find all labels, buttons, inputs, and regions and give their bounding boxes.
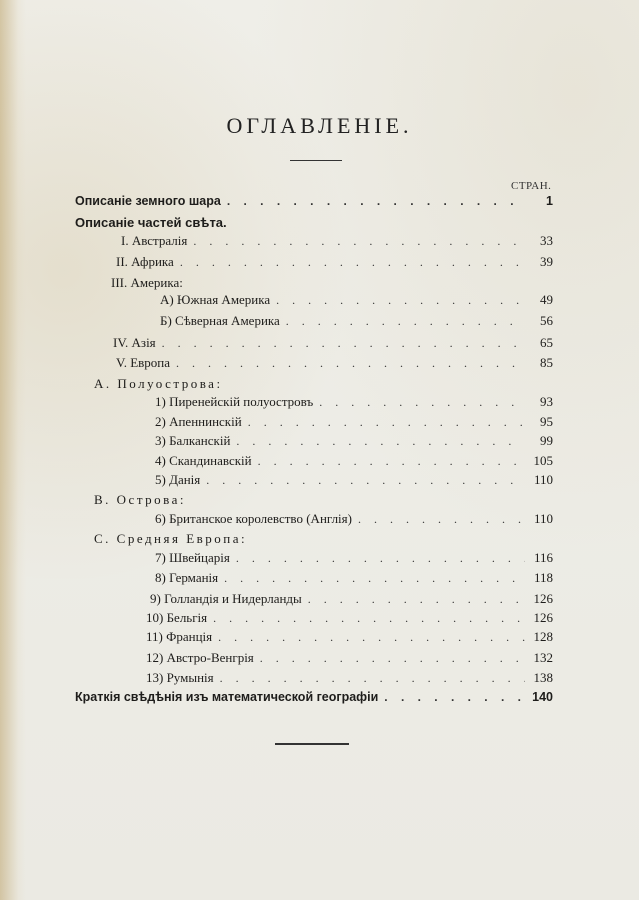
toc-entry-page: 116 [533,550,553,565]
toc-entry [113,335,553,355]
toc-entry [150,591,553,611]
dot-leader [358,512,525,527]
toc-entry [155,511,553,531]
toc-entry-label: 6) Британское королевство (Англiя) [155,511,352,526]
toc-entry-page: 110 [533,511,553,526]
dot-leader [227,194,525,208]
toc-entry-label: V. Европа [116,355,171,370]
dot-leader [176,356,525,371]
toc-entry-label: А) Южная Америка [160,292,271,307]
dot-leader [248,415,525,430]
toc-entry-label: IV. Азiя [113,335,156,350]
toc-entry-label: 3) Балканскiй [155,433,231,448]
toc-entry-page: 85 [540,355,553,370]
toc-entry [116,355,553,375]
toc-entry-page: 65 [540,335,553,350]
toc-entry-page: 110 [533,472,553,487]
dot-leader [162,336,525,351]
dot-leader [236,551,525,566]
dot-leader [224,571,525,586]
dot-leader [260,651,525,666]
dot-leader [213,611,525,626]
toc-entry-page: 128 [533,629,553,644]
toc-entry [155,550,553,570]
toc-heading: A. Полуострова: [94,376,223,391]
closing-rule [275,743,349,745]
toc-entry-label: Б) Сѣверная Америка [160,313,280,328]
toc-entry [146,670,553,690]
dot-leader [236,434,525,449]
dot-leader [286,314,525,329]
toc-entry [160,292,553,312]
toc-entry-label: I. Австралiя [121,233,188,248]
toc-entry [146,629,553,649]
toc-entry [121,233,553,253]
toc-entry [155,394,553,414]
toc-entry [75,690,553,710]
toc-entry-label: Описанiе земного шара [75,194,221,208]
toc-entry-page: 56 [540,313,553,328]
toc-entry-page: 49 [540,292,553,307]
dot-leader [218,630,525,645]
dot-leader [206,473,525,488]
toc-entry [155,453,553,473]
toc-entry-label: 8) Германiя [155,570,219,585]
toc-heading: Описанiе частей свѣта. [75,215,227,230]
toc-entry-page: 138 [533,670,553,685]
toc-heading: C. Средняя Европа: [94,531,248,546]
toc-entry-page: 93 [540,394,553,409]
toc-entry-page: 132 [533,650,553,665]
toc-entry [160,313,553,333]
toc-entry [146,650,553,670]
toc-heading: B. Острова: [94,492,187,507]
toc-heading: III. Америка: [111,275,183,290]
toc-entry-page: 126 [533,610,553,625]
toc-entry [75,194,553,214]
dot-leader [308,592,525,607]
toc-entry-label: 1) Пиренейскiй полуостровъ [155,394,314,409]
toc-entry-page: 105 [533,453,553,468]
toc-entry-label: 11) Францiя [146,629,213,644]
toc-entry-page: 95 [540,414,553,429]
dot-leader [276,293,525,308]
toc-entry [116,254,553,274]
toc-entry-label: Краткiя свѣдѣнiя изъ математической географiи [75,690,379,704]
toc-entry-page: 118 [533,570,553,585]
toc-entry-page: 126 [533,591,553,606]
toc-entry-label: 5) Данiя [155,472,201,487]
dot-leader [193,234,525,249]
toc-entry-label: 12) Австро-Венгрiя [146,650,254,665]
toc-entry-label: 7) Швейцарiя [155,550,230,565]
toc-entry-label: 9) Голландiя и Нидерланды [150,591,302,606]
toc-entry [155,570,553,590]
toc-entry-label: 2) Апеннинскiй [155,414,242,429]
dot-leader [220,671,525,686]
toc-entry-label: 4) Скандинавскiй [155,453,252,468]
toc-entry [146,610,553,630]
toc-entry-page: 99 [540,433,553,448]
page-title: ОГЛАВЛЕНIЕ. [226,113,413,138]
toc-entry-label: II. Африка [116,254,174,269]
toc-entry-page: 39 [540,254,553,269]
toc-entry [155,433,553,453]
dot-leader [384,690,525,704]
pages-column-label: СТРАН. [511,180,552,192]
toc-entry-label: 10) Бельгiя [146,610,208,625]
toc-entry-page: 140 [532,690,553,704]
toc-entry-page: 1 [546,194,553,208]
toc-entry [155,472,553,492]
dot-leader [258,454,525,469]
dot-leader [180,255,525,270]
toc-entry-label: 13) Румынiя [146,670,214,685]
toc-entry [155,414,553,434]
toc-entry-page: 33 [540,233,553,248]
dot-leader [319,395,525,410]
